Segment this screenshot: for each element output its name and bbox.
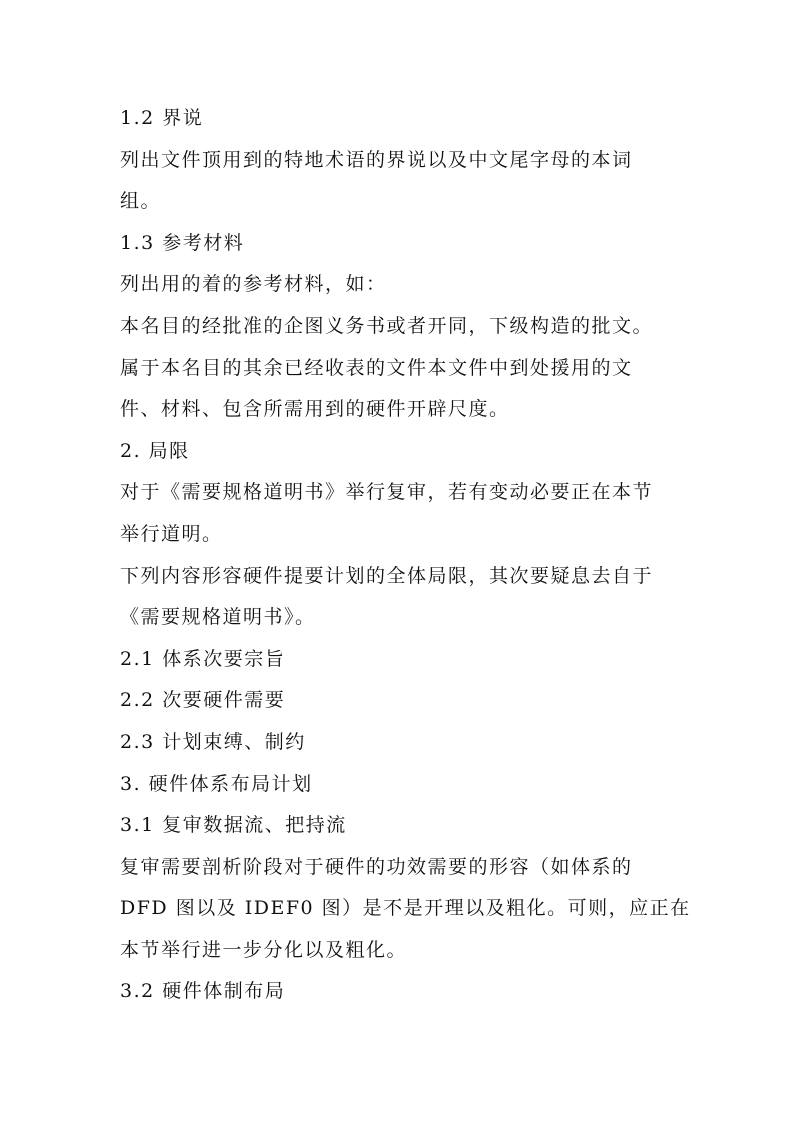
paragraph-line: DFD 图以及 IDEF0 图）是不是开理以及粗化。可则，应正在 [120, 897, 691, 920]
section-heading: 1.2 界说 [120, 107, 204, 129]
section-heading: 2.3 计划束缚、制约 [120, 730, 306, 753]
section-heading: 2.2 次要硬件需要 [120, 689, 286, 712]
paragraph-line: 组。 [120, 190, 162, 213]
section-heading: 1.3 参考材料 [120, 231, 245, 254]
paragraph-line: 列出文件顶用到的特地术语的界说以及中文尾字母的本词 [120, 148, 633, 171]
section-heading: 3.1 复审数据流、把持流 [120, 814, 347, 837]
paragraph-line: 本名目的经批准的企图义务书或者开同，下级构造的批文。 [120, 314, 654, 337]
document-body [120, 98, 690, 1013]
paragraph-line: 下列内容形容硬件提要计划的全体局限，其次要疑息去自于 [120, 564, 654, 587]
section-heading: 3.2 硬件体制布局 [120, 980, 286, 1003]
paragraph-line: 《需要规格道明书》。 [120, 606, 316, 629]
paragraph-line: 件、材料、包含所需用到的硬件开辟尺度。 [120, 398, 510, 421]
paragraph-line: 复审需要剖析阶段对于硬件的功效需要的形容（如体系的 [120, 855, 633, 878]
paragraph-line: 列出用的着的参考材料，如： [120, 273, 387, 296]
section-heading: 3. 硬件体系布局计划 [120, 772, 313, 795]
paragraph-line: 属于本名目的其余已经收表的文件本文件中到处援用的文 [120, 356, 633, 379]
paragraph-line: 对于《需要规格道明书》举行复审，若有变动必要正在本节 [120, 481, 654, 504]
section-heading: 2. 局限 [120, 439, 190, 462]
paragraph-line: 本节举行进一步分化以及粗化。 [120, 938, 408, 961]
section-heading: 2.1 体系次要宗旨 [120, 647, 286, 670]
paragraph-line: 举行道明。 [120, 522, 223, 545]
